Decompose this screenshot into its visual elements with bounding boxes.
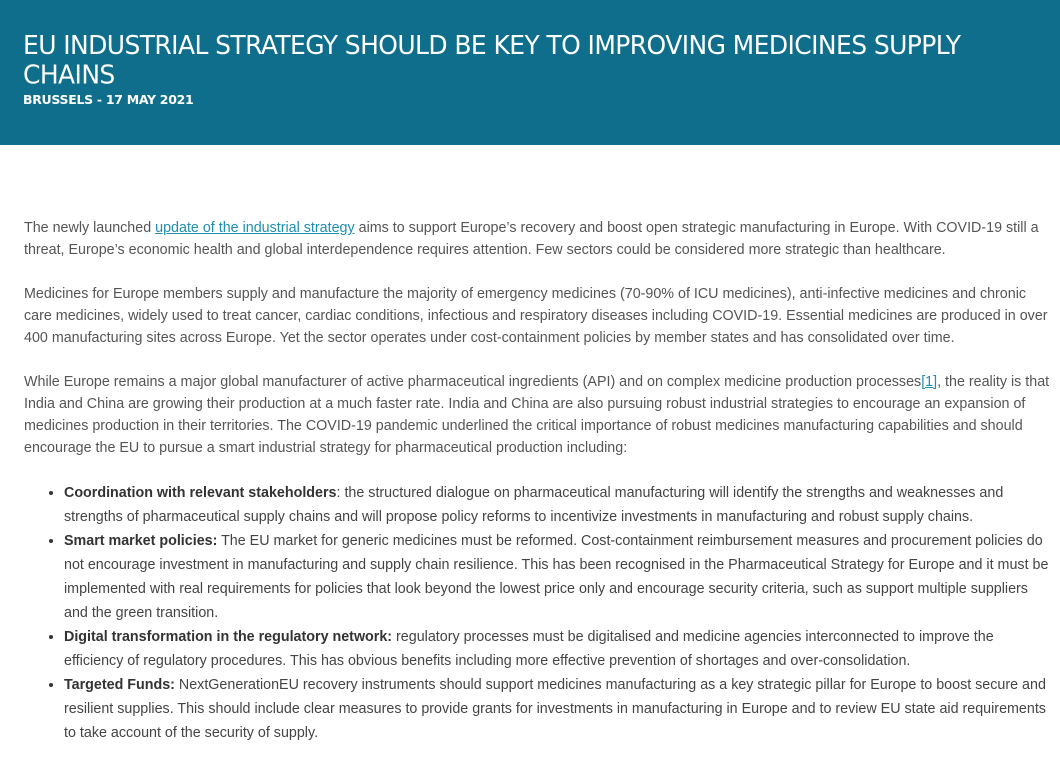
list-item-title: Coordination with relevant stakeholders [64,485,337,501]
list-item-text: NextGenerationEU recovery instruments should support medicines manufacturing as a key strategic pillar for Europe to boost secure and resilient supplies. This should include clear measures to provide grants for investments in manufacturing in Europe and to review EU state aid requirements to take account of the security of supply. [64,677,1046,741]
list-item-title: Targeted Funds: [64,677,175,693]
article-body [24,217,1050,745]
article-title: EU INDUSTRIAL STRATEGY SHOULD BE KEY TO IMPROVING MEDICINES SUPPLY CHAINS [23,30,961,90]
article-header [0,0,1060,145]
list-item [64,673,1050,745]
paragraph-intro: The newly launched update of the industrial strategy aims to support Europe’s recovery and boost open strategic manufacturing in Europe. With COVID-19 still a threat, Europe’s economic health and global interdependence requires attention. Few sectors could be considered more strategic than healthcare. [24,220,1039,258]
article-dateline: BRUSSELS - 17 MAY 2021 [23,92,194,107]
list-item-title: Digital transformation in the regulatory network: [64,629,393,645]
footnote-link[interactable]: [1] [921,374,938,390]
list-item-text: : the structured dialogue on pharmaceutical manufacturing will identify the strengths and weaknesses and strengths of pharmaceutical supply chains and will propose policy reforms to incentivize investments in manufacturing and robust supply chains. [64,485,1004,525]
list-item-title: Smart market policies: [64,533,218,549]
paragraph-europe-manufacturing: While Europe remains a major global manufacturer of active pharmaceutical ingredients (API) and on complex medicine production processes[1], the reality is that India and China are growing their production at a much faster rate. India and China are also pursuing robust industrial strategies to encourage an expansion of medicines production in their territories. The COVID-19 pandemic underlined the critical importance of robust medicines manufacturing capabilities and should encourage the EU to pursue a smart industrial strategy for pharmaceutical production including: [24,374,1050,456]
paragraph-members: Medicines for Europe members supply and manufacture the majority of emergency medicines (70-90% of ICU medicines), anti-infective medicines and chronic care medicines, widely used to treat cancer, cardiac conditions, infectious and respiratory diseases including COVID-19. Essential medicines are produced in over 400 manufacturing sites across Europe. Yet the sector operates under cost-containment policies by member states and has consolidated over time. [24,286,1048,346]
strategy-list [24,481,1050,745]
list-item-text: regulatory processes must be digitalised and medicine agencies interconnected to improve the efficiency of regulatory procedures. This has obvious benefits including more effective prevention of shortages and over-consolidation. [64,629,994,669]
list-item-text: The EU market for generic medicines must be reformed. Cost-containment reimbursement measures and procurement policies do not encourage investment in manufacturing and supply chain resilience. This has been recognised in the Pharmaceutical Strategy for Europe and it must be implemented with real requirements for policies that look beyond the lowest price only and encourage security criteria, such as support multiple suppliers and the green transition. [64,533,1049,621]
list-item [64,481,1050,529]
list-item [64,625,1050,673]
list-item [64,529,1050,625]
industrial-strategy-link[interactable]: update of the industrial strategy [155,220,355,236]
